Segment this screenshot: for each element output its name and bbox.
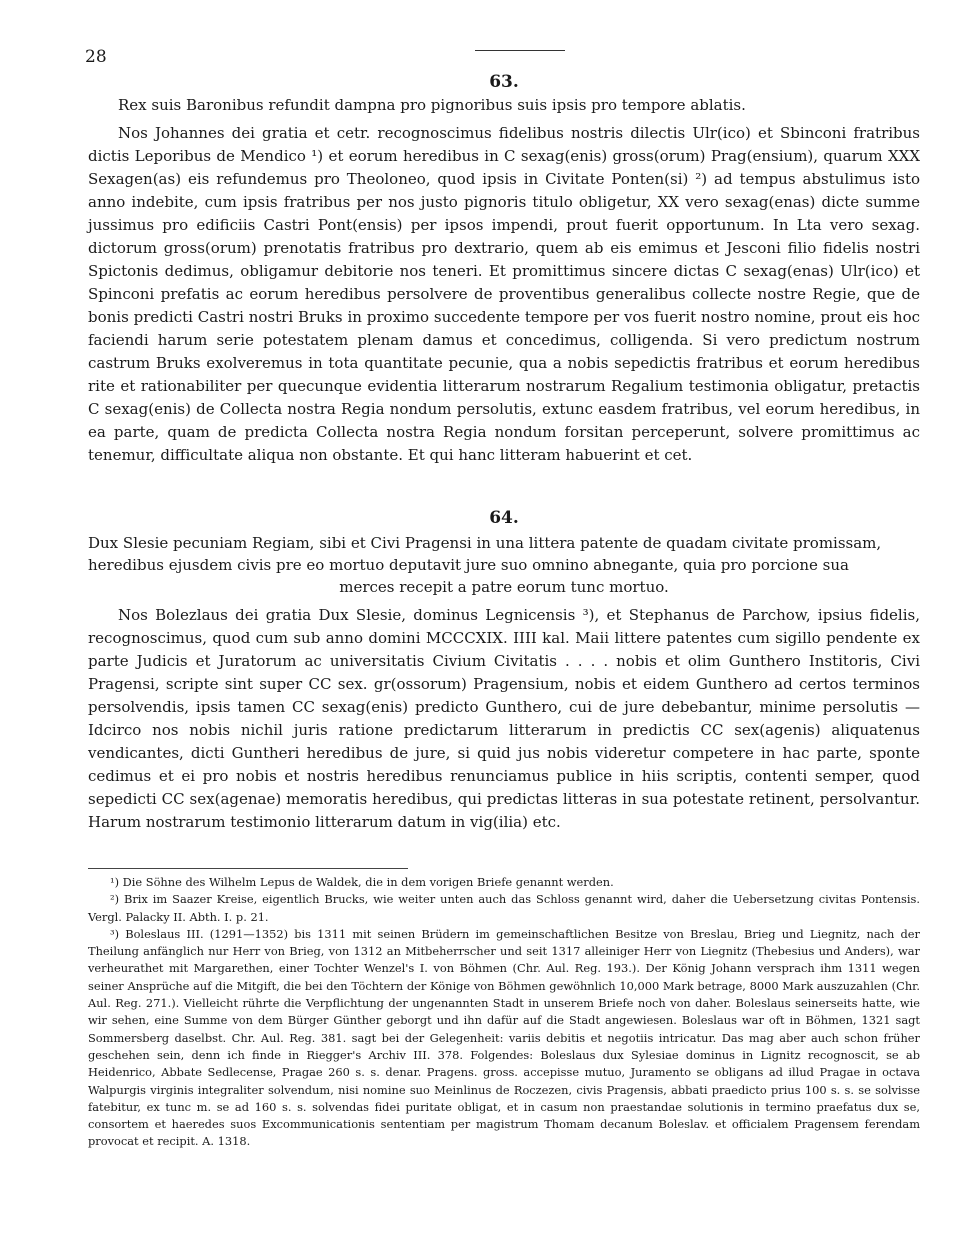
document-summary-line: Dux Slesie pecuniam Regiam, sibi et Civi Pragensi in una littera patente de quadam civitate promissam, xyxy=(88,534,882,552)
footnote: ¹) Die Söhne des Wilhelm Lepus de Waldek, die in dem vorigen Briefe genannt werden. xyxy=(110,875,614,889)
document-summary-line: heredibus ejusdem civis pre eo mortuo deputavit jure suo omnino abnegante, quia pro porcione sua xyxy=(88,556,849,574)
header-rule xyxy=(475,50,565,51)
document-summary: Rex suis Baronibus refundit dampna pro pignoribus suis ipsis pro tempore ablatis. xyxy=(118,96,746,114)
page-number: 28 xyxy=(85,47,107,67)
document-summary-line: merces recepit a patre eorum tunc mortuo. xyxy=(339,578,669,596)
document-63 xyxy=(88,72,920,467)
document-text: Nos Bolezlaus dei gratia Dux Slesie, dominus Legnicensis ³), et Stephanus de Parchow, ipsius fidelis, recognoscimus, quod cum sub anno domini MCCCXIX. IIII kal. Maii littere patentes cum sigillo pendente ex parte Judicis et Juratorum ac universitatis Civium Civitatis . . . . nobis et olim Gunthero Institoris, Civi Pragensi, scripte sint super CC sex. gr(ossorum) Pragensium, nobis et eidem Gunthero ad certos terminos persolvendis, ipsis tamen CC sexag(enis) predicto Gunthero, cui de jure debebantur, minime persolutis — Idcirco nos nobis nichil juris ratione predictarum litterarum in predictis CC sex(agenis) aliquatenus vendicantes, dicti Guntheri heredibus de jure, si quid jus nobis videretur competere in hac parte, sponte cedimus et ei pro nobis et nostris heredibus renunciamus publice in hiis scriptis, contenti semper, quod sepedicti CC sex(agenae) memoratis heredibus, qui predictas litteras in sua potestate retinent, persolvantur. Harum nostrarum testimonio litterarum datum in vig(ilia) etc. xyxy=(88,606,920,831)
document-number: 64. xyxy=(489,508,519,528)
document-64 xyxy=(88,508,920,834)
footnote: ³) Boleslaus III. (1291—1352) bis 1311 mit seinen Brüdern im gemeinschaftlichen Besitze von Breslau, Brieg und Liegnitz, nach der Theilung anfänglich nur Herr von Brieg, von 1312 an Mitbeherrscher und seit 1317 alleiniger Herr von Liegnitz (Thebesius und Anders), war verheurathet mit Margarethen, einer Tochter Wenzel's I. von Böhmen (Chr. Aul. Reg. 193.). Der König Johann versprach ihm 1311 wegen seiner Ansprüche auf die Mitgift, die bei den Töchtern der Könige von Böhmen gewöhnlich 10,000 Mark betrage, 8000 Mark auszuzahlen (Chr. Aul. Reg. 271.). Vielleicht rührte die Verpflichtung der ungenannten Stadt in unserem Briefe noch von daher. Boleslaus seinerseits hatte, wie wir sehen, eine Summe von dem Bürger Günther geborgt und ihn dafür auf die Stadt angewiesen. Boleslaus war oft in Böhmen, 1321 sagt Sommersberg daselbst. Chr. Aul. Reg. 381. sagt bei der Gelegenheit: variis debitis et negotiis intricatur. Das mag aber auch schon früher geschehen sein, denn ich finde in Riegger's Archiv III. 378. Folgendes: Boleslaus dux Sylesiae dominus in Lignitz recognoscit, se ab Heidenrico, Abbate Sedlecense, Pragae 260 s. s. denar. Pragens. gross. accepisse mutuo, Juramento se obligans ad illud Pragae in octava Walpurgis virginis integraliter solvendum, nisi nomine suo Meinlinus de Roczezen, civis Pragensis, abbati praedicto prius 100 s. s. se solvisse fatebitur, ex tunc m. se ad 160 s. s. solvendas fidei puritate obligat, et in casum non praestandae solutionis in termino praefatus dux se, consortem et haeredes suos Excommunicationis sententiam per magistrum Thomam decanum Boleslav. et officialem Pragensem ferendam provocat et recipit. A. 1318. xyxy=(88,926,920,1149)
document-text: Nos Johannes dei gratia et cetr. recognoscimus fidelibus nostris dilectis Ulr(ico) et Sbinconi fratribus dictis Leporibus de Mendico ¹) et eorum heredibus in C sexag(enis) gross(orum) Prag(ensium), quarum XXX Sexagen(as) eis refundemus pro Theoloneo, quod ipsis in Civitate Ponten(si) ²) ad tempus abstulimus isto anno indebite, cum ipsis fratribus per nos justo pignoris titulo obligetur, XX vero sexag(enas) dicte summe jussimus pro edificiis Castri Pont(ensis) per ipsos impendi, prout fuerit opportunum. In Lta vero sexag. dictorum gross(orum) prenotatis fratribus pro dextrario, quem ab eis emimus et Jesconi filio fidelis nostri Spictonis dedimus, obligamur debitorie nos teneri. Et promittimus sincere dictas C sexag(enas) Ulr(ico) et Spinconi prefatis ac eorum heredibus persolvere de proventibus generalibus collecte nostre Regie, que de bonis predicti Castri nostri Bruks in proximo succedente tempore per vos fuerit nostro nomine, prout eis hoc faciendi harum serie potestatem plenam damus et concedimus, colligenda. Si vero predictum nostrum castrum Bruks exolveremus in tota quantitate pecunie, qua a nobis sepedictis fratribus et eorum heredibus rite et rationabiliter per quecunque evidentia litterarum nostrarum Regalium testimonia obligatur, pretactis C sexag(enis) de Collecta nostra Regia nondum persolutis, extunc easdem fratribus, vel eorum heredibus, in ea parte, quam de predicta Collecta nostra Regia nondum forsitan perceperunt, solvere promittimus ac tenemur, difficultate aliqua non obstante. Et qui hanc litteram habuerint et cet. xyxy=(88,124,920,464)
footnote: ²) Brix im Saazer Kreise, eigentlich Brucks, wie weiter unten auch das Schloss genannt wird, daher die Uebersetzung civitas Pontensis. Vergl. Palacky II. Abth. I. p. 21. xyxy=(88,892,920,924)
footnote-rule xyxy=(88,868,408,869)
footnotes xyxy=(88,874,920,1151)
document-number: 63. xyxy=(489,72,519,92)
